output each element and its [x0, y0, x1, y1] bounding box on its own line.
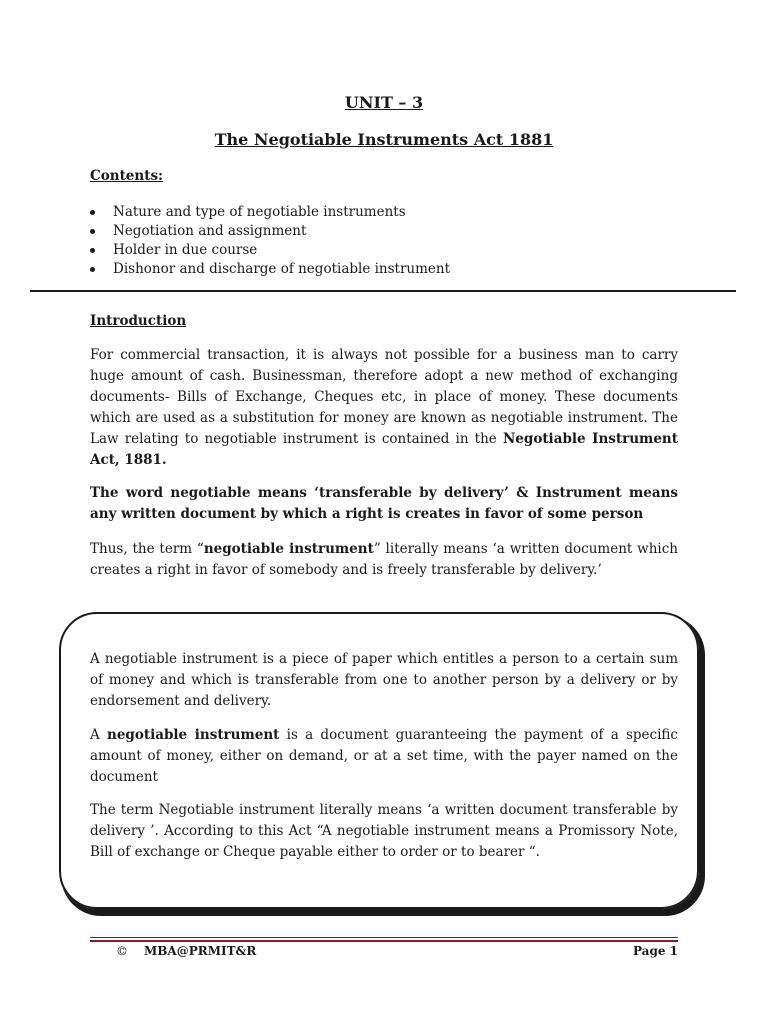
copyright-icon: ©: [116, 944, 128, 958]
definition-paragraph: The word negotiable means ‘transferable by delivery’ & Instrument means any written document by which a right is creates in favor of some person: [90, 485, 678, 522]
page-number: Page 1: [632, 944, 678, 958]
box-term-bold: negotiable instrument: [107, 727, 280, 743]
introduction-heading: Introduction: [90, 313, 187, 329]
contents-heading: Contents:: [90, 168, 164, 184]
contents-item: Nature and type of negotiable instruments: [90, 203, 450, 222]
intro-paragraph-1: [90, 345, 678, 471]
box-p2-post: is a document guaranteeing the payment of a specific amount of money, either on demand, or at a set time, with the payer named on the document: [90, 727, 678, 785]
act-name: Negotiable Instrument Act, 1881.: [90, 431, 678, 468]
footer-rule: [90, 937, 678, 942]
box-paragraph-3: The term Negotiable instrument literally means ‘a written document transferable by delivery ’. According to this Act “A negotiable instrument means a Promissory Note, Bill of exchange or Cheque payable either to order or to bearer “.: [90, 802, 678, 860]
document-title: The Negotiable Instruments Act 1881: [214, 130, 554, 149]
contents-item: Holder in due course: [90, 241, 450, 260]
contents-item: Negotiation and assignment: [90, 222, 450, 241]
unit-title: UNIT – 3: [344, 93, 424, 112]
contents-list: [90, 203, 450, 279]
intro-p3-post: ” literally means ‘a written document which creates a right in favor of somebody and is freely transferable by delivery.’: [90, 541, 678, 578]
box-p2-pre: A: [90, 727, 107, 743]
box-paragraph-2: [90, 725, 678, 788]
footer-org: MBA@PRMIT&R: [144, 944, 257, 958]
footer-left: [116, 944, 256, 958]
intro-p3-pre: Thus, the term “: [90, 541, 204, 557]
term-negotiable-instrument: negotiable instrument: [203, 541, 374, 557]
box-paragraph-1: A negotiable instrument is a piece of paper which entitles a person to a certain sum of money and which is transferable from one to another person by a delivery or by endorsement and delivery.: [90, 651, 678, 709]
section-divider: [30, 290, 736, 292]
contents-item: Dishonor and discharge of negotiable instrument: [90, 260, 450, 279]
intro-paragraph-3: [90, 539, 678, 581]
intro-p1-text: For commercial transaction, it is always not possible for a business man to carry huge amount of cash. Businessman, therefore adopt a new method of exchanging documents- Bills of Exchange, Cheques etc, in place of money. These documents which are used as a substitution for money are known as negotiable instrument. The Law relating to negotiable instrument is contained in the: [90, 347, 678, 447]
